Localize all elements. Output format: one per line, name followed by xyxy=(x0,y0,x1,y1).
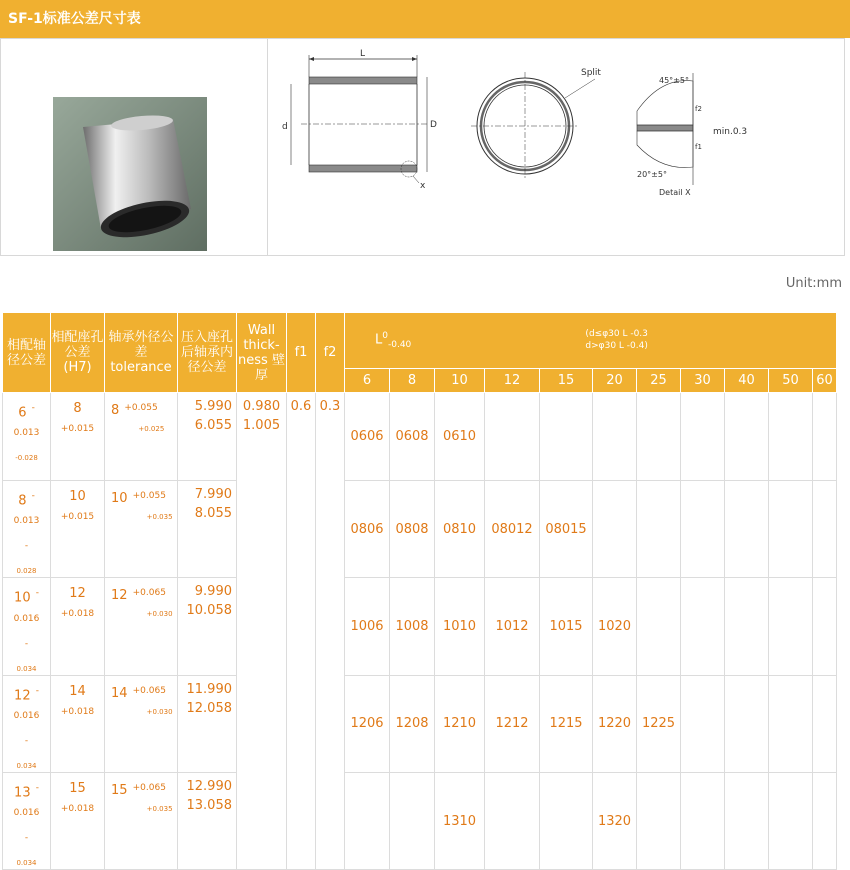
housing-tol: +0.018 xyxy=(60,803,95,814)
header-L: L xyxy=(375,332,383,348)
housing-tol: +0.015 xyxy=(60,512,95,522)
part-number-cell: 1208 xyxy=(390,675,435,772)
label-f1: f1 xyxy=(695,143,702,151)
bushing-photo xyxy=(53,97,207,251)
part-number-cell: 0606 xyxy=(345,393,390,481)
id-max: 11.990 xyxy=(186,681,232,697)
id-min: 8.055 xyxy=(194,506,232,521)
shaft-cell xyxy=(3,481,51,578)
shaft-tol-2: - xyxy=(24,541,29,552)
length-header-cell: 25 xyxy=(637,369,681,393)
shaft-tol-3: 0.034 xyxy=(16,859,37,868)
id-cell xyxy=(178,393,237,481)
part-number-cell: 0810 xyxy=(435,481,485,578)
label-angle-top: 45°±5° xyxy=(659,76,689,85)
part-number-cell xyxy=(769,772,813,869)
shaft-cell xyxy=(3,772,51,869)
od-tol-up: +0.055 xyxy=(132,491,166,501)
photo-cell xyxy=(1,39,268,255)
od-tol-up: +0.065 xyxy=(132,685,166,696)
housing-cell xyxy=(51,481,105,578)
part-number-cell xyxy=(813,578,837,675)
wall-max: 0.980 xyxy=(242,399,281,414)
part-number-cell: 1225 xyxy=(637,675,681,772)
od-cell xyxy=(105,481,178,578)
part-number-cell xyxy=(769,675,813,772)
shaft-tol-mark: - xyxy=(35,588,39,599)
shaft-tol-1: 0.016 xyxy=(13,808,40,819)
part-number-cell xyxy=(725,393,769,481)
label-D: D xyxy=(430,120,437,130)
part-number-cell xyxy=(725,675,769,772)
shaft-tol-2: - xyxy=(24,638,29,649)
shaft-tol-mark: - xyxy=(35,782,39,793)
shaft-tol-2: - xyxy=(24,735,29,746)
length-header-cell: 50 xyxy=(769,369,813,393)
housing-cell xyxy=(51,675,105,772)
housing-size: 8 xyxy=(73,401,82,416)
shaft-size: 8 xyxy=(18,493,27,509)
f2-value: 0.3 xyxy=(319,399,341,414)
part-number-cell xyxy=(725,772,769,869)
part-number-cell: 1310 xyxy=(435,772,485,869)
length-header-cell: 40 xyxy=(725,369,769,393)
housing-tol: +0.018 xyxy=(60,706,95,717)
housing-tol: +0.015 xyxy=(60,424,95,434)
label-f2: f2 xyxy=(695,105,702,113)
housing-cell xyxy=(51,772,105,869)
shaft-tol-mark: - xyxy=(35,685,39,696)
label-d: d xyxy=(282,122,288,132)
shaft-cell xyxy=(3,578,51,675)
shaft-tol-3: 0.034 xyxy=(16,664,37,673)
length-header-cell: 15 xyxy=(540,369,593,393)
wall-min: 1.005 xyxy=(242,418,281,433)
part-number-cell xyxy=(681,675,725,772)
id-max: 5.990 xyxy=(194,399,232,414)
title-bar xyxy=(0,0,850,38)
od-cell xyxy=(105,393,178,481)
length-header-cell: 60 xyxy=(813,369,837,393)
header-id-tol: 压入座孔后轴承内径公差 xyxy=(178,313,237,393)
part-number-cell: 1220 xyxy=(593,675,637,772)
od-tol-lo: +0.030 xyxy=(146,707,173,716)
part-number-cell: 08015 xyxy=(540,481,593,578)
housing-size: 10 xyxy=(69,489,86,504)
part-number-cell xyxy=(769,481,813,578)
page-title: SF-1标准公差尺寸表 xyxy=(8,11,141,27)
part-number-cell xyxy=(593,393,637,481)
housing-size: 15 xyxy=(69,780,86,796)
header-cond2: d>φ30 L -0.4 xyxy=(585,340,645,351)
header-length xyxy=(345,313,837,369)
part-number-cell: 1210 xyxy=(435,675,485,772)
wall-cell xyxy=(237,393,287,870)
part-number-cell xyxy=(681,481,725,578)
part-number-cell xyxy=(540,772,593,869)
housing-size: 14 xyxy=(69,683,86,699)
shaft-tol-1: 0.016 xyxy=(13,710,40,721)
part-number-cell xyxy=(485,393,540,481)
part-number-cell xyxy=(813,481,837,578)
figure-panel xyxy=(0,38,845,256)
part-number-cell xyxy=(681,393,725,481)
side-view-diagram xyxy=(281,45,441,205)
label-L: L xyxy=(360,49,366,59)
part-number-cell xyxy=(681,772,725,869)
shaft-tol-1: 0.016 xyxy=(13,613,40,624)
header-shaft-tol: 相配轴径公差 xyxy=(3,313,51,393)
part-number-cell: 1015 xyxy=(540,578,593,675)
part-number-cell xyxy=(637,772,681,869)
f2-cell xyxy=(316,393,345,870)
shaft-size: 6 xyxy=(18,405,27,421)
od-tol-up: +0.065 xyxy=(132,588,166,599)
id-max: 9.990 xyxy=(194,584,232,600)
id-cell xyxy=(178,481,237,578)
id-max: 12.990 xyxy=(186,778,232,794)
part-number-cell: 1320 xyxy=(593,772,637,869)
shaft-cell xyxy=(3,393,51,481)
table-row xyxy=(3,772,837,869)
id-cell xyxy=(178,772,237,869)
part-number-cell xyxy=(637,578,681,675)
shaft-tol-mark: - xyxy=(31,491,35,501)
od-tol-lo: +0.025 xyxy=(138,425,165,433)
shaft-size: 12 xyxy=(14,687,31,703)
part-number-cell xyxy=(769,578,813,675)
part-number-cell xyxy=(345,772,390,869)
part-number-cell xyxy=(813,393,837,481)
unit-label: Unit:mm xyxy=(785,276,842,291)
table-row xyxy=(3,675,837,772)
od-size: 14 xyxy=(111,685,128,701)
od-size: 10 xyxy=(111,491,128,506)
shaft-tol-3: 0.028 xyxy=(16,567,37,576)
part-number-cell: 1212 xyxy=(485,675,540,772)
part-number-cell xyxy=(637,481,681,578)
part-number-cell xyxy=(485,772,540,869)
header-cond1: d≤φ30 L -0.3 xyxy=(588,328,648,339)
id-min: 12.058 xyxy=(186,700,232,716)
part-number-cell: 1006 xyxy=(345,578,390,675)
od-cell xyxy=(105,772,178,869)
header-wall: Wall thick-ness 壁厚 xyxy=(237,313,287,393)
label-detail-caption: Detail X xyxy=(659,188,691,197)
length-header-cell: 30 xyxy=(681,369,725,393)
housing-size: 12 xyxy=(69,586,86,602)
part-number-cell: 1215 xyxy=(540,675,593,772)
table-row xyxy=(3,393,837,481)
housing-tol: +0.018 xyxy=(60,609,95,620)
label-x: x xyxy=(420,181,426,191)
shaft-tol-mark: - xyxy=(31,403,35,413)
header-L-sup: 0 xyxy=(382,331,388,342)
od-tol-up: +0.055 xyxy=(124,403,158,413)
shaft-cell xyxy=(3,675,51,772)
shaft-tol-1: 0.013 xyxy=(13,428,40,439)
part-number-cell: 1012 xyxy=(485,578,540,675)
od-size: 12 xyxy=(111,588,128,604)
f1-value: 0.6 xyxy=(290,399,312,414)
od-tol-lo: +0.035 xyxy=(146,804,173,813)
header-conditions: (d≤φ30 L -0.3 d>φ30 L -0.4) xyxy=(585,328,648,351)
part-number-cell: 08012 xyxy=(485,481,540,578)
length-header-cell: 20 xyxy=(593,369,637,393)
part-number-cell: 1020 xyxy=(593,578,637,675)
part-number-cell xyxy=(813,675,837,772)
part-number-cell: 0608 xyxy=(390,393,435,481)
part-number-cell xyxy=(813,772,837,869)
detail-view-diagram xyxy=(631,67,781,217)
od-size: 15 xyxy=(111,782,128,798)
header-f1: f1 xyxy=(287,313,316,393)
table-row xyxy=(3,481,837,578)
part-number-cell: 1008 xyxy=(390,578,435,675)
part-number-cell: 1206 xyxy=(345,675,390,772)
label-split: Split xyxy=(581,68,601,78)
label-min: min.0.3 xyxy=(713,127,748,137)
header-housing-tol: 相配座孔公差 (H7) xyxy=(51,313,105,393)
od-cell xyxy=(105,578,178,675)
part-number-cell xyxy=(725,481,769,578)
front-view-diagram xyxy=(461,65,611,215)
id-max: 7.990 xyxy=(194,487,232,502)
shaft-tol-3: 0.034 xyxy=(16,761,37,770)
shaft-tol-2: - xyxy=(24,833,29,844)
od-tol-up: +0.065 xyxy=(132,782,166,793)
f1-cell xyxy=(287,393,316,870)
length-header-cell: 8 xyxy=(390,369,435,393)
id-cell xyxy=(178,675,237,772)
part-number-cell: 0806 xyxy=(345,481,390,578)
od-size: 8 xyxy=(111,403,120,418)
length-header-cell: 12 xyxy=(485,369,540,393)
housing-cell xyxy=(51,393,105,481)
header-L-sub: -0.40 xyxy=(387,340,412,351)
shaft-tol-2: -0.028 xyxy=(15,454,38,463)
id-min: 13.058 xyxy=(186,797,232,813)
part-number-cell xyxy=(725,578,769,675)
part-number-cell: 1010 xyxy=(435,578,485,675)
id-min: 10.058 xyxy=(186,603,232,619)
label-angle-bottom: 20°±5° xyxy=(637,170,667,179)
table-body xyxy=(3,393,837,870)
part-number-cell: 0808 xyxy=(390,481,435,578)
header-od-tol: 轴承外径公差tolerance xyxy=(105,313,178,393)
part-number-cell xyxy=(540,393,593,481)
part-number-cell: 0610 xyxy=(435,393,485,481)
od-tol-lo: +0.030 xyxy=(146,610,173,619)
id-cell xyxy=(178,578,237,675)
part-number-cell xyxy=(769,393,813,481)
table-row xyxy=(3,578,837,675)
od-tol-lo: +0.035 xyxy=(146,513,173,521)
od-cell xyxy=(105,675,178,772)
spec-table xyxy=(2,312,837,870)
part-number-cell xyxy=(390,772,435,869)
part-number-cell xyxy=(637,393,681,481)
header-f2: f2 xyxy=(316,313,345,393)
length-header-cell: 6 xyxy=(345,369,390,393)
part-number-cell xyxy=(593,481,637,578)
housing-cell xyxy=(51,578,105,675)
id-min: 6.055 xyxy=(194,418,232,433)
shaft-tol-1: 0.013 xyxy=(13,516,40,527)
length-header-cell: 10 xyxy=(435,369,485,393)
shaft-size: 10 xyxy=(14,590,31,606)
part-number-cell xyxy=(681,578,725,675)
shaft-size: 13 xyxy=(14,785,31,801)
